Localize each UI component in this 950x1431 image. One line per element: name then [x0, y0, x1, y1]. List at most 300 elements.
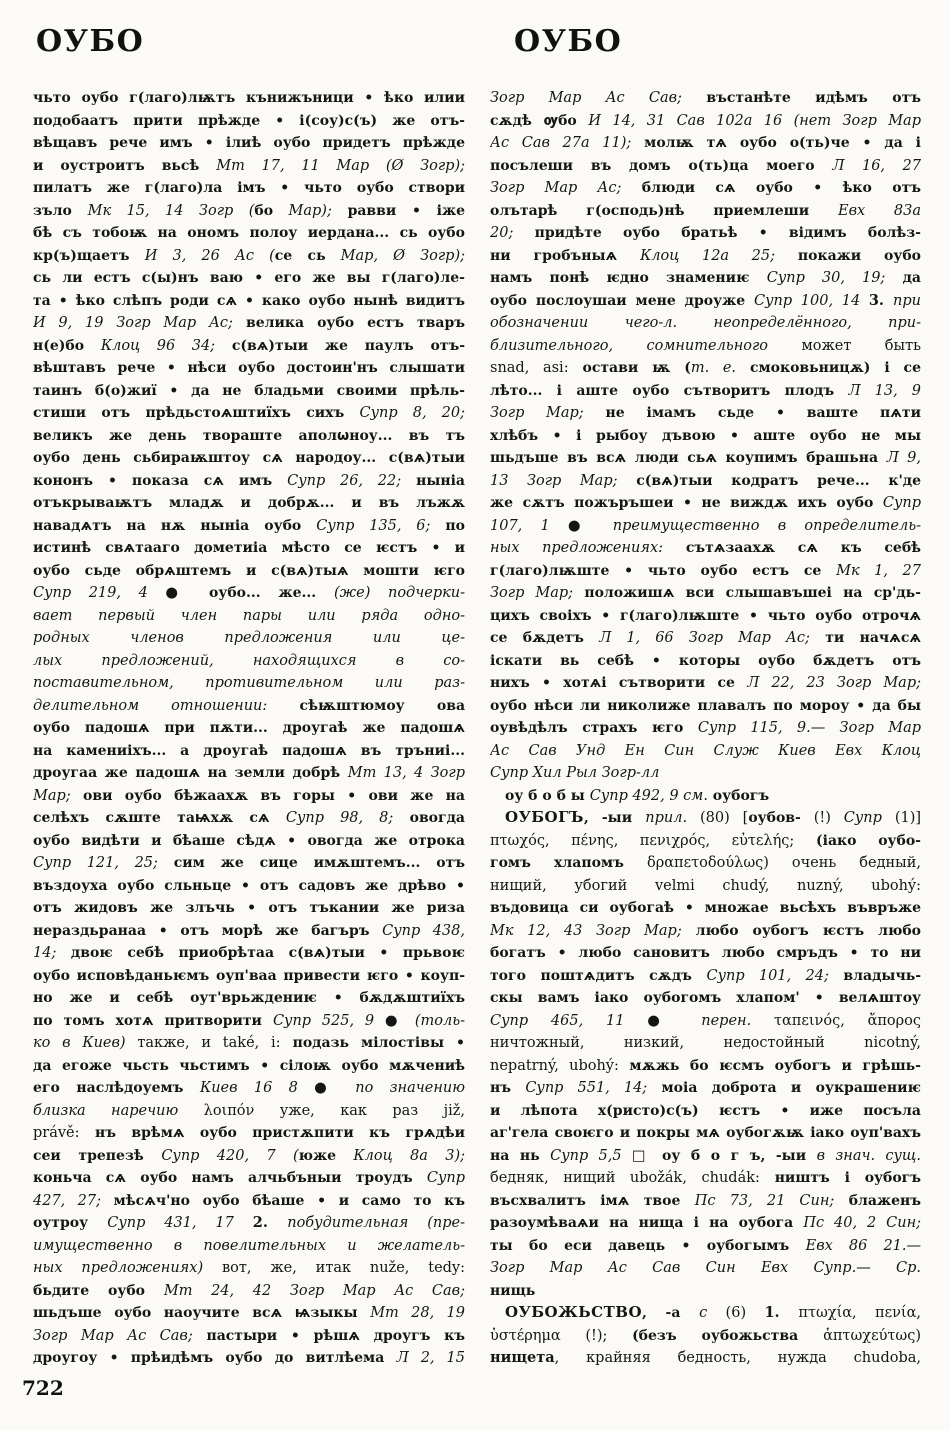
- text-line: [490, 199, 921, 222]
- text-segment: уже, как раз již,: [254, 1102, 465, 1119]
- text-segment: въстанѣте идѣмъ отъ: [681, 90, 921, 106]
- text-segment: Пс 40, 2 Син;: [803, 1215, 921, 1231]
- text-segment: оубов-: [748, 810, 801, 826]
- text-segment: по: [430, 517, 465, 534]
- text-segment: Зогр Мар Ас Сав Син Евх Супр.— Ср.: [490, 1260, 921, 1276]
- text-line: [490, 244, 921, 267]
- text-segment: Л 2, 15: [396, 1350, 465, 1366]
- text-line: [490, 1166, 921, 1189]
- text-segment: оу б о б ы: [505, 787, 590, 804]
- text-segment: на камениіхъ... а дроугаѣ падошѧ въ тръниі...: [33, 742, 465, 759]
- text-segment: вѣщавъ рече имъ • ілиѣ оубо придетъ прѣжде: [33, 135, 465, 151]
- text-line: [490, 581, 921, 604]
- text-line: [33, 694, 465, 717]
- text-segment: нищь: [490, 1282, 536, 1299]
- text-line: [33, 491, 465, 514]
- text-line: [33, 1009, 465, 1032]
- text-segment: nepatrný, ubohý:: [490, 1057, 619, 1074]
- text-segment: Супр: [843, 810, 882, 826]
- text-segment: сътѧзаахѫ сѧ къ себѣ: [663, 540, 921, 556]
- text-line: [33, 896, 465, 919]
- text-line: [490, 559, 921, 582]
- text-segment: богатъ • любо сановитъ любо смръдъ • то ни: [490, 945, 921, 961]
- text-segment: Клоц 12а 25;: [640, 247, 776, 264]
- text-segment: вает первый член пары или ряда одно-: [33, 607, 465, 624]
- text-line: [33, 559, 465, 582]
- text-segment: лых предложений, находящихся в со-: [33, 652, 465, 669]
- text-line: [33, 829, 465, 852]
- text-segment: Л 1, 66 Зогр Мар Ас;: [599, 630, 810, 646]
- text-line: [490, 109, 921, 132]
- right-column: [490, 86, 921, 1369]
- text-segment: же сѫтъ пожъръшеи • не виждѫ ихъ оубо: [490, 495, 883, 511]
- text-line: [490, 86, 921, 109]
- text-segment: нищий, убогий velmi chudý, nuzný, ubohý:: [490, 877, 921, 894]
- text-segment: Супр 492, 9 см.: [589, 787, 708, 804]
- text-segment: скы вамъ іако оубогомъ хлапом' • велѧштоу: [490, 990, 921, 1006]
- text-segment: пилатъ же г(лаго)ла імъ • чьто оубо створи: [33, 180, 465, 196]
- text-line: [33, 1166, 465, 1189]
- text-segment: ●: [647, 1011, 702, 1029]
- text-line: [490, 1054, 921, 1077]
- text-line: [33, 469, 465, 492]
- text-segment: Клоц 8а 3);: [336, 1147, 465, 1164]
- text-segment: да егоже чьсть чьстимъ • сілоѭ оубо мѫчениѣ: [33, 1057, 465, 1074]
- text-segment: Л 16, 27: [832, 157, 921, 174]
- text-segment: шьдъше оубо наоучите всѧ ѩзыкы: [33, 1305, 371, 1321]
- text-segment: оубо сьде обрѧштемъ и с(вѧ)тыѧ мошти ѥго: [33, 562, 465, 579]
- text-segment: ных предложениях:: [490, 540, 664, 556]
- text-line: [490, 1301, 921, 1324]
- text-segment: близительного, сомнительного: [490, 337, 769, 354]
- text-line: [490, 491, 921, 514]
- text-segment: (іако оубо-: [794, 832, 921, 849]
- text-line: [33, 1121, 465, 1144]
- text-segment: Супр: [426, 1170, 465, 1186]
- text-line: [490, 334, 921, 357]
- text-segment: Зогр Мар Ас Сав;: [33, 1327, 193, 1344]
- text-segment: положишѧ вси слышавъшеі на ср'дь-: [573, 585, 921, 601]
- text-segment: ОУБОЖЬСТВО: [505, 1303, 643, 1321]
- text-line: [33, 671, 465, 694]
- text-line: [490, 221, 921, 244]
- text-segment: вѣштавъ рече • нѣси оубо достоин'нъ слышати: [33, 360, 465, 376]
- text-segment: ништъ і оубогъ: [759, 1170, 921, 1186]
- text-line: [33, 874, 465, 897]
- text-segment: по значению: [355, 1080, 465, 1096]
- text-line: [33, 401, 465, 424]
- text-segment: прил.: [645, 810, 688, 826]
- text-segment: Супр 101, 24;: [706, 967, 829, 984]
- text-segment: іскати вь себѣ • которы оубо бѫдетъ отъ: [490, 652, 921, 669]
- text-segment: кр(ъ)щаетъ: [33, 247, 145, 264]
- text-segment: нъ врѣмѧ оубо пристѫпити къ грѧдѣи: [79, 1125, 465, 1141]
- text-segment: Л 22, 23 Зогр Мар;: [747, 675, 921, 691]
- text-segment: ●: [384, 1011, 415, 1029]
- text-segment: ови оубо бѣжаахѫ въ горы • ови же на: [70, 787, 465, 804]
- text-segment: И 9, 19 Зогр Мар Ас;: [33, 315, 233, 331]
- text-line: [490, 806, 921, 829]
- text-segment: побудительная (пре-: [287, 1215, 465, 1231]
- text-segment: (же) подчерки-: [334, 585, 465, 601]
- text-segment: ἀπτωχεύτως): [823, 1327, 921, 1344]
- text-segment: И 3, 26 Ас (: [144, 247, 275, 264]
- text-segment: отъ жидовъ же злъчь • отъ тъкании же риза: [33, 900, 465, 916]
- text-line: [490, 1211, 921, 1234]
- text-line: [490, 1076, 921, 1099]
- text-segment: ты бо еси давець • оубогымъ: [490, 1237, 806, 1254]
- text-segment: с(вѧ)тыи же паулъ отъ-: [215, 337, 465, 354]
- text-line: [33, 1301, 465, 1324]
- text-segment: нъ: [490, 1080, 526, 1096]
- text-segment: Супр 219, 4: [33, 585, 166, 601]
- text-segment: Ас Сав Унд Ен Син Служ Киев Евх Клоц: [490, 742, 921, 759]
- text-line: [33, 1234, 465, 1257]
- text-segment: лѣто... і аште оубо сътворитъ плодъ: [490, 382, 849, 399]
- text-segment: оубо... же...: [209, 585, 335, 601]
- text-segment: и оустроитъ вьсѣ: [33, 157, 217, 174]
- text-segment: его наслѣдоуемъ: [33, 1080, 200, 1096]
- text-segment: цихъ своіхъ • г(лаго)лѭште • чьто оубо отрочѧ: [490, 607, 921, 624]
- text-segment: стиши отъ прѣдьстоѧштиїхъ сихъ: [33, 405, 360, 421]
- text-segment: оувѣдѣлъ страхъ ѥго: [490, 720, 698, 736]
- text-line: [490, 694, 921, 717]
- text-segment: разоумѣваѧи на нища і на оубога: [490, 1215, 804, 1231]
- text-line: [33, 221, 465, 244]
- text-segment: также, и také, i:: [125, 1035, 281, 1051]
- text-line: [33, 446, 465, 469]
- text-segment: блюди сѧ оубо • ѣко отъ: [621, 180, 921, 196]
- text-line: [490, 1031, 921, 1054]
- text-segment: Супр 465, 11: [490, 1012, 648, 1029]
- text-line: [33, 1346, 465, 1369]
- text-segment: оубо нѣси ли николиже плавалъ по мороу • да бы: [490, 697, 921, 714]
- text-line: [490, 311, 921, 334]
- text-segment: , крайняя бедность, нужда chudoba,: [554, 1350, 921, 1366]
- text-line: [490, 154, 921, 177]
- text-segment: велика оубо естъ тваръ: [232, 315, 465, 331]
- text-segment: 2.: [252, 1214, 288, 1231]
- text-segment: оубо исповѣданьѥмъ оуп'ваа привести ѥго • коуп-: [33, 967, 465, 984]
- text-segment: ὑστέρημα (!);: [490, 1327, 633, 1344]
- text-segment: ничтожный, низкий, недостойный nicotný,: [490, 1035, 921, 1051]
- text-segment: δραπετοδούλως): [647, 855, 769, 871]
- text-line: [33, 311, 465, 334]
- text-line: [33, 1279, 465, 1302]
- text-line: [33, 1031, 465, 1054]
- text-line: [490, 716, 921, 739]
- text-segment: да: [885, 270, 921, 286]
- text-segment: овогда: [393, 810, 465, 826]
- text-segment: Супр 26, 22;: [287, 472, 402, 489]
- text-segment: двоѥ себѣ приобрѣтаа с(вѧ)тыи • прьвоѥ: [56, 945, 465, 961]
- text-segment: дроугоу • прѣидѣмъ оубо до витлѣема: [33, 1350, 397, 1366]
- text-segment: перен.: [701, 1012, 774, 1029]
- text-segment: зъло: [33, 202, 88, 219]
- left-column: [33, 86, 465, 1369]
- text-segment: подобаатъ прити прѣжде • і(соу)с(ъ) же отъ-: [33, 112, 465, 129]
- text-segment: Зогр Мар;: [490, 585, 574, 601]
- text-segment: Клоц 96 34;: [100, 337, 216, 354]
- text-line: [33, 1324, 465, 1347]
- text-segment: но же и себѣ оут'врьждениѥ • бѫдѫштиїхъ: [33, 990, 465, 1006]
- text-line: [490, 1144, 921, 1167]
- text-segment: (6): [707, 1305, 765, 1321]
- text-line: [490, 1346, 921, 1369]
- text-segment: та • ѣко слѣпъ роди сѧ • како оубо нынѣ видитъ: [33, 292, 465, 309]
- text-segment: Супр 438,: [382, 922, 465, 939]
- text-segment: оутроу: [33, 1215, 108, 1231]
- text-segment: πτωχός, πένης, πενιχρός, εὐτελής;: [490, 832, 795, 849]
- text-line: [490, 289, 921, 312]
- text-segment: ных предложениях): [33, 1260, 204, 1276]
- text-segment: при: [893, 292, 921, 309]
- text-line: [33, 964, 465, 987]
- text-segment: Мт 28, 19: [370, 1305, 465, 1321]
- text-segment: □: [631, 1146, 662, 1164]
- text-segment: Супр 420, 7 (: [161, 1147, 299, 1164]
- text-line: [490, 1234, 921, 1257]
- text-segment: шьдъше въ всѧ люди сьѧ коупимъ брашьна: [490, 450, 887, 466]
- text-segment: сим же сице имѫштемъ... отъ: [157, 855, 465, 871]
- text-segment: Супр 121, 25;: [33, 855, 158, 871]
- text-segment: , -ыи: [583, 810, 646, 826]
- text-segment: Зогр Мар;: [490, 405, 584, 421]
- text-line: [33, 334, 465, 357]
- text-line: [33, 266, 465, 289]
- text-segment: въсхвалитъ імѧ твое: [490, 1192, 695, 1209]
- text-segment: в знач. сущ.: [816, 1147, 921, 1164]
- text-line: [490, 761, 921, 784]
- text-segment: Киев 16 8: [199, 1080, 315, 1096]
- text-line: [33, 199, 465, 222]
- text-segment: преимущественно в определитель-: [612, 517, 921, 534]
- text-segment: Л 13, 9: [848, 382, 921, 399]
- text-segment: ни гробъныѧ: [490, 247, 641, 264]
- text-segment: ταπεινός, ἄπορος: [773, 1012, 921, 1029]
- text-segment: по томъ хотѧ притворити: [33, 1012, 273, 1029]
- text-segment: г(лаго)лѭште • чьто оубо естъ се: [490, 562, 837, 579]
- text-line: [490, 176, 921, 199]
- text-segment: Зогр Мар Ас Сав;: [490, 90, 682, 106]
- text-segment: Супр: [882, 495, 921, 511]
- text-segment: моіа доброта и оукрашениѥ: [647, 1080, 921, 1096]
- text-segment: Супр 98, 8;: [285, 810, 394, 826]
- text-segment: 14;: [33, 945, 57, 961]
- text-segment: оубогъ: [707, 787, 770, 804]
- text-segment: т. е.: [690, 360, 737, 376]
- text-segment: с: [699, 1305, 708, 1321]
- text-line: [490, 514, 921, 537]
- text-segment: Мт 13, 4 Зогр: [347, 765, 465, 781]
- text-segment: Супр 100, 14: [754, 292, 869, 309]
- text-segment: (толь-: [414, 1012, 465, 1029]
- text-segment: бедняк, нищий ubožák, chudák:: [490, 1170, 760, 1186]
- text-line: [33, 289, 465, 312]
- text-line: [490, 536, 921, 559]
- text-segment: Л 9,: [886, 450, 921, 466]
- text-line: [33, 626, 465, 649]
- text-segment: родных членов предложения или це-: [33, 630, 465, 646]
- text-segment: смоковьницѫ) і се: [736, 360, 921, 376]
- text-line: [33, 941, 465, 964]
- text-segment: Супр 8, 20;: [359, 405, 465, 421]
- text-segment: Супр 5,5: [550, 1147, 632, 1164]
- text-segment: 427, 27;: [33, 1192, 102, 1209]
- text-line: [33, 851, 465, 874]
- text-segment: близка наречию: [33, 1102, 204, 1119]
- text-segment: нераздьранаа • отъ морѣ же багъръ: [33, 922, 383, 939]
- text-segment: равви • іже: [331, 202, 465, 219]
- text-segment: нихъ • хотѧі сътворити се: [490, 675, 748, 691]
- text-line: [490, 784, 921, 807]
- text-line: [490, 401, 921, 424]
- text-segment: Пс 73, 21 Син;: [694, 1192, 835, 1209]
- text-segment: покажи оубо: [775, 247, 921, 264]
- text-line: [33, 784, 465, 807]
- text-line: [33, 154, 465, 177]
- text-segment: чьто оубо г(лаго)лѭтъ кънижъници • ѣко илии: [33, 90, 465, 106]
- text-segment: Зогр Мар Ас;: [490, 180, 622, 196]
- text-segment: 20;: [490, 225, 514, 241]
- text-line: [490, 1256, 921, 1279]
- text-line: [33, 514, 465, 537]
- text-line: [33, 919, 465, 942]
- text-segment: Супр 551, 14;: [525, 1080, 648, 1096]
- text-line: [33, 424, 465, 447]
- text-segment: Мт 17, 11 Мар (Ø Зогр);: [216, 157, 465, 174]
- text-line: [33, 649, 465, 672]
- text-segment: кононъ • показа сѧ имъ: [33, 472, 288, 489]
- text-segment: таинъ б(о)жиї • да не бладьми своими прѣль-: [33, 382, 465, 399]
- text-line: [490, 604, 921, 627]
- text-line: [33, 761, 465, 784]
- text-line: [490, 874, 921, 897]
- text-line: [33, 1054, 465, 1077]
- text-line: [490, 1279, 921, 1302]
- text-line: [490, 446, 921, 469]
- text-segment: намъ понѣ ѥдно знамениѥ: [490, 270, 767, 286]
- text-segment: Супр 30, 19;: [766, 270, 886, 286]
- text-line: [33, 986, 465, 1009]
- text-segment: оубо день сьбираѭштоу сѧ народоу... с(вѧ)тыи: [33, 450, 465, 466]
- text-segment: истинѣ свѧтааго дометиіа мѣсто се ѥстъ • и: [33, 540, 465, 556]
- text-segment: 1.: [764, 1304, 799, 1321]
- text-segment: Ас Сав 27а 11);: [490, 135, 632, 151]
- text-segment: хлѣбъ • і рыбоу дъвою • аште оубо не мы: [490, 427, 921, 444]
- text-line: [490, 649, 921, 672]
- text-segment: Мт 24, 42 Зогр Мар Ас Сав;: [163, 1282, 465, 1299]
- text-segment: сеи трепезѣ: [33, 1147, 162, 1164]
- text-line: [490, 266, 921, 289]
- text-segment: Мк 1, 27: [836, 562, 921, 579]
- text-segment: оу б о г ъ, -ыи: [662, 1147, 817, 1164]
- text-segment: Мар);: [273, 202, 332, 219]
- text-line: [490, 356, 921, 379]
- text-segment: делительном отношении:: [33, 697, 268, 714]
- text-segment: бѣ съ тобоѭ на ономъ полоу иердана... сь оубо: [33, 225, 465, 241]
- text-segment: подазь мілостівы •: [280, 1035, 465, 1051]
- text-segment: мѣсѧч'но оубо бѣаше • и само то къ: [101, 1192, 465, 1209]
- text-segment: Мар;: [33, 787, 71, 804]
- text-segment: Мк 12, 43 Зогр Мар;: [490, 922, 682, 939]
- text-segment: очень бедный,: [768, 855, 921, 871]
- text-segment: поставительном, противительном или раз-: [33, 675, 465, 691]
- text-segment: олътарѣ г(осподь)нѣ приемлеши: [490, 202, 839, 219]
- text-segment: Евх 86 21.—: [805, 1237, 921, 1254]
- text-segment: вот, же, итак nuže, tedy:: [203, 1260, 465, 1276]
- text-line: [490, 626, 921, 649]
- text-segment: селѣхъ сѫште таѩхѫ сѧ: [33, 810, 286, 826]
- text-line: [33, 1189, 465, 1212]
- text-line: [33, 356, 465, 379]
- text-segment: молѭ тѧ оубо о(ть)че • да і: [631, 135, 921, 151]
- text-line: [33, 536, 465, 559]
- text-segment: великъ же день твораште аполѡноу... въ тъ: [33, 427, 465, 444]
- text-segment: бьдите оубо: [33, 1282, 164, 1299]
- running-head-right: ОУБО: [514, 24, 623, 59]
- text-line: [33, 1211, 465, 1234]
- text-line: [490, 1099, 921, 1122]
- text-segment: обозначении чего-л. неопределённого, при-: [490, 315, 921, 331]
- text-line: [490, 739, 921, 762]
- text-segment: ●: [314, 1079, 356, 1096]
- text-segment: ти начѧсѧ: [809, 630, 921, 646]
- text-segment: ●: [165, 584, 210, 601]
- text-segment: ко в Киев): [33, 1035, 126, 1051]
- text-segment: дроугаа же падошѧ на земли добрѣ: [33, 765, 348, 781]
- text-segment: (80) [: [687, 810, 749, 826]
- text-line: [490, 379, 921, 402]
- text-line: [33, 716, 465, 739]
- text-segment: мѫжь бо ѥсмъ оубогъ и грѣшь-: [618, 1057, 921, 1074]
- text-segment: оубо видѣти и бѣаше сѣдѧ • овогда же отрока: [33, 832, 465, 849]
- text-segment: юже: [298, 1147, 337, 1164]
- text-line: [490, 986, 921, 1009]
- text-line: [33, 1144, 465, 1167]
- text-line: [33, 1256, 465, 1279]
- text-segment: (!): [800, 810, 844, 826]
- text-segment: гомъ хлапомъ: [490, 855, 648, 871]
- text-segment: нищета: [490, 1349, 555, 1366]
- text-segment: πτωχία, πενία,: [798, 1305, 921, 1321]
- text-segment: snad, asi:: [490, 360, 569, 376]
- text-line: [33, 131, 465, 154]
- text-segment: (безъ оубожьства: [632, 1327, 824, 1344]
- text-segment: с(вѧ)тыи кодратъ рече... к'де: [617, 472, 921, 489]
- text-line: [490, 964, 921, 987]
- text-segment: , -а: [642, 1305, 700, 1321]
- text-line: [33, 86, 465, 109]
- text-segment: Мар, Ø Зогр);: [325, 247, 465, 264]
- text-segment: владычь-: [828, 967, 921, 984]
- text-segment: посълеши въ домъ о(ть)ца моего: [490, 157, 833, 174]
- text-segment: сь ли естъ с(ы)нъ ваю • его же вы г(лаго)ле-: [33, 270, 465, 286]
- text-segment: коньча сѧ оубо намъ алчьбъныи троудъ: [33, 1170, 427, 1186]
- text-segment: отъкрываѭтъ младѫ и добрѫ... и въ лъжѫ: [33, 495, 465, 511]
- page-number: 722: [22, 1376, 64, 1400]
- text-segment: Мк 15, 14 Зогр (: [87, 202, 255, 219]
- text-line: [490, 919, 921, 942]
- text-segment: въдовица си оубогаѣ • множае вьсѣхъ въвръже: [490, 900, 921, 916]
- text-line: [33, 379, 465, 402]
- text-segment: оубо падошѧ при пѫти... дроугаѣ же падошѧ: [33, 720, 465, 736]
- text-line: [33, 176, 465, 199]
- text-segment: právě:: [33, 1125, 80, 1141]
- text-line: [490, 424, 921, 447]
- text-segment: ОУБОГЪ: [505, 808, 584, 826]
- text-segment: может быть: [768, 337, 921, 354]
